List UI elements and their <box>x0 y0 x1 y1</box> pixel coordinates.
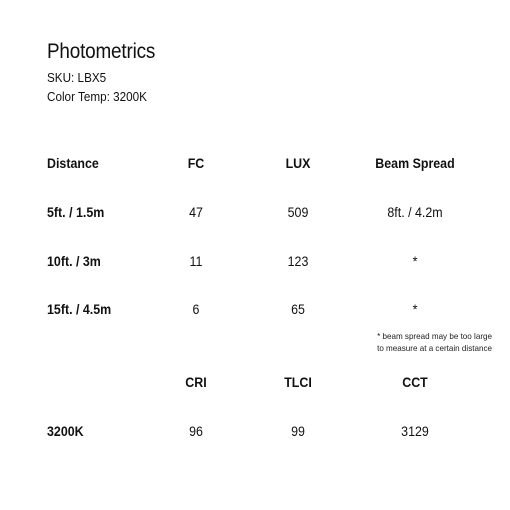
table-row-cct: 3129 <box>401 424 429 439</box>
beam-spread-note-line1: * beam spread may be too large <box>377 331 492 341</box>
table-row-distance: 15ft. / 4.5m <box>47 302 112 317</box>
table-row-beam-spread: 8ft. / 4.2m <box>387 205 443 220</box>
page-title: Photometrics <box>47 40 156 63</box>
table-row-color-temp: 3200K <box>47 424 84 439</box>
table-row-lux: 65 <box>291 302 305 317</box>
table-row-beam-spread: * <box>412 302 418 317</box>
header-cct: CCT <box>402 375 428 390</box>
table-row-lux: 123 <box>287 254 309 269</box>
table-row-distance: 10ft. / 3m <box>47 254 101 269</box>
header-tlci: TLCI <box>284 375 312 390</box>
table-row-lux: 509 <box>287 205 309 220</box>
table-row-beam-spread: * <box>412 254 418 269</box>
header-distance: Distance <box>47 156 99 171</box>
beam-spread-note-line2: to measure at a certain distance <box>377 343 492 353</box>
table-row-fc: 47 <box>189 205 203 220</box>
table-row-tlci: 99 <box>291 424 305 439</box>
table-row-fc: 6 <box>192 302 200 317</box>
header-beam-spread: Beam Spread <box>375 156 455 171</box>
table-row-fc: 11 <box>189 254 203 269</box>
header-cri: CRI <box>185 375 207 390</box>
header-lux: LUX <box>285 156 311 171</box>
color-temp-label: Color Temp: 3200K <box>47 89 147 104</box>
table-row-distance: 5ft. / 1.5m <box>47 205 105 220</box>
header-fc: FC <box>187 156 205 171</box>
sku-label: SKU: LBX5 <box>47 70 107 85</box>
table-row-cri: 96 <box>189 424 203 439</box>
